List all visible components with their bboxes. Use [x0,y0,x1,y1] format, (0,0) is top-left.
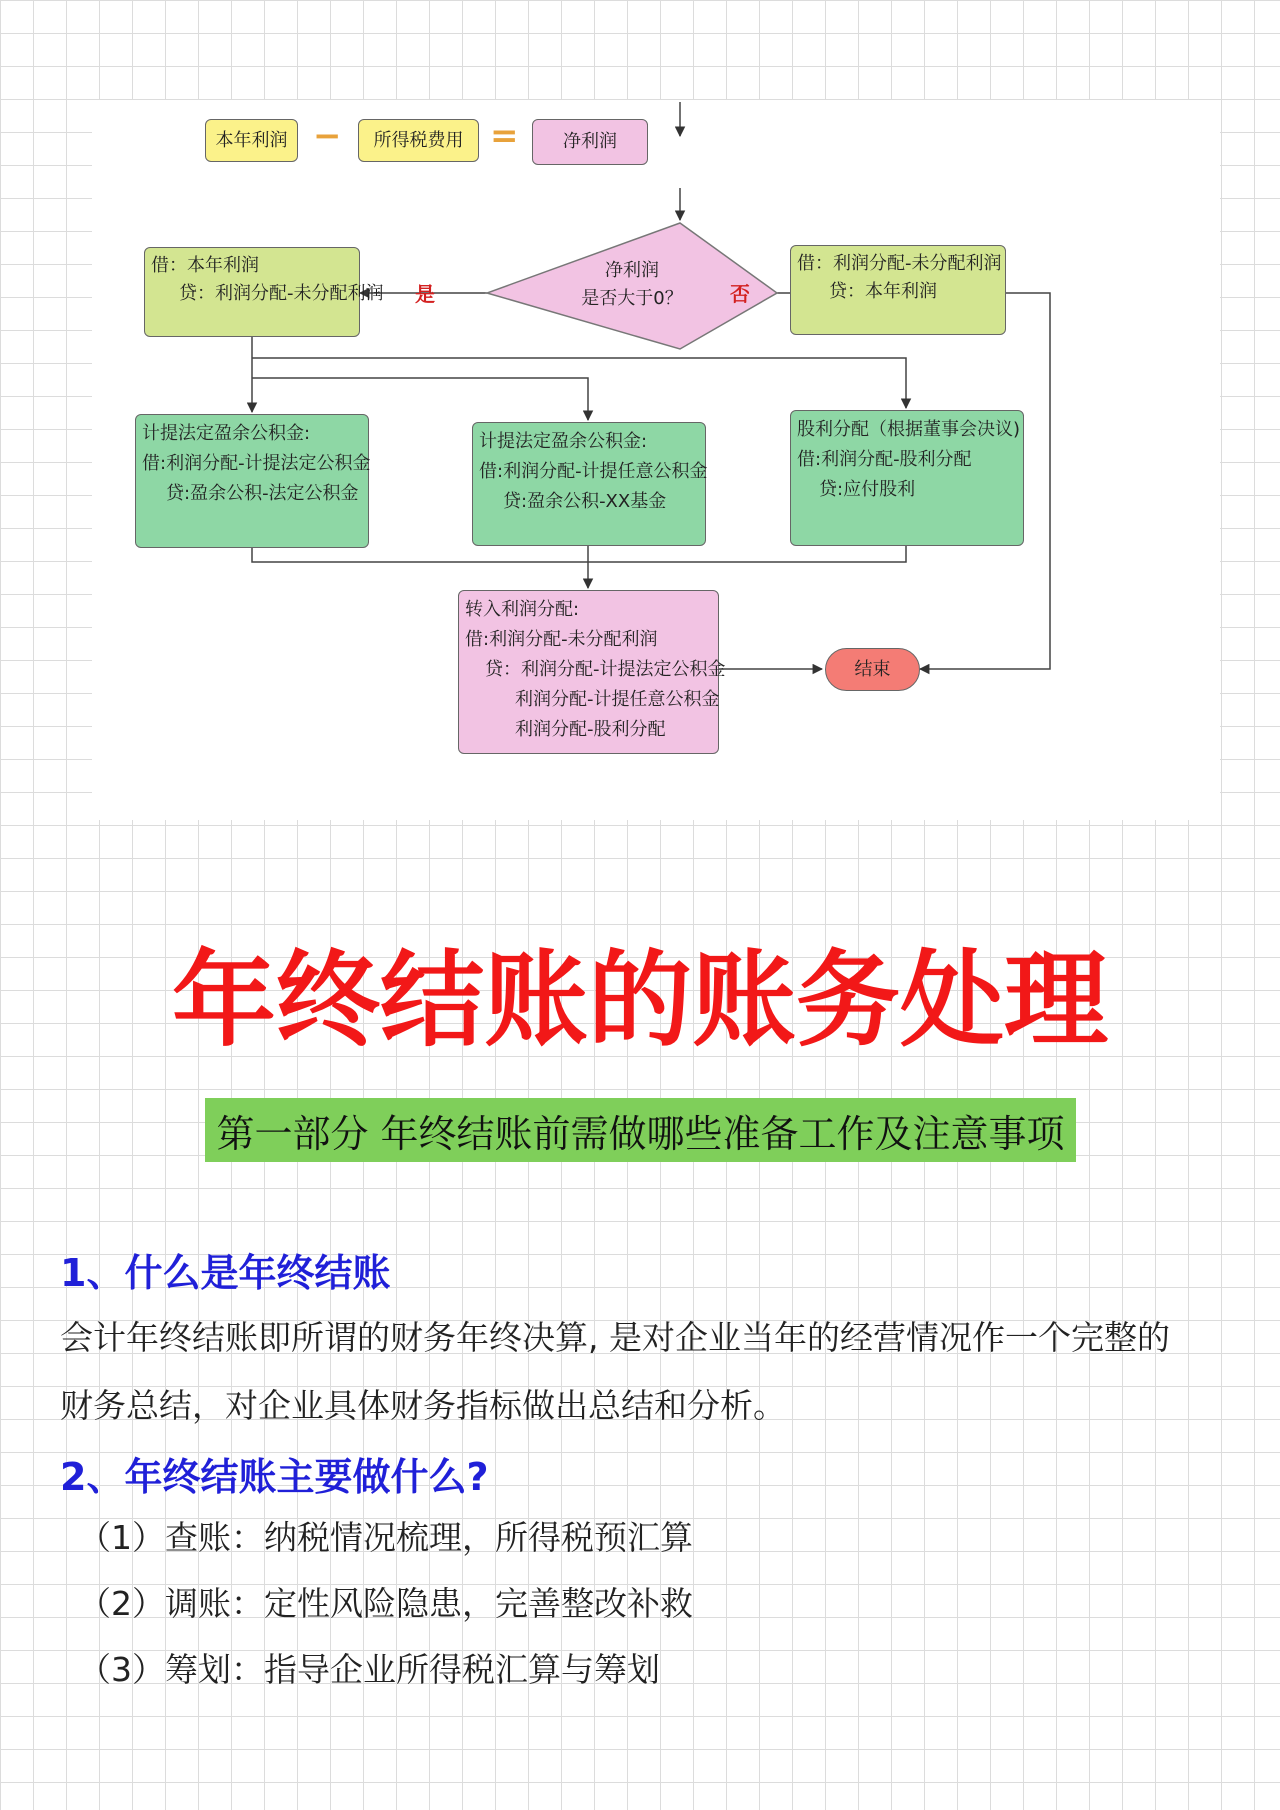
income-tax-node: 所得税费用 [358,119,479,162]
part-title-banner: 第一部分 年终结账前需做哪些准备工作及注意事项 [205,1098,1076,1162]
statutory-line-3: 贷:盈余公积-法定公积金 [166,483,359,504]
section2-heading: 2、年终结账主要做什么? [60,1455,489,1499]
main-title: 年终结账的账务处理 [171,939,1108,1061]
yes-label: 是 [415,282,435,306]
transfer-line-5: 利润分配-股利分配 [515,719,666,740]
minus-operator: − [313,116,342,156]
section1-heading: 1、什么是年终结账 [60,1251,391,1295]
profit-entry-line-1: 借：本年利润 [151,255,259,276]
transfer-line-2: 借:利润分配-未分配利润 [465,629,658,650]
transfer-line-3: 贷：利润分配-计提法定公积金 [485,659,726,680]
loss-entry-line-1: 借：利润分配-未分配利润 [797,253,1002,274]
arrow-to-dividend [252,358,906,408]
section1-paragraph-line-1: 会计年终结账即所谓的财务年终决算, 是对企业当年的经营情况作一个完整的 [60,1318,1170,1357]
decision-line-1: 净利润 [605,260,659,281]
discretionary-line-3: 贷:盈余公积-XX基金 [503,491,667,512]
discretionary-line-2: 借:利润分配-计提任意公积金 [479,461,708,482]
loss-entry-node [790,245,1006,335]
dividend-node [790,410,1024,546]
end-node: 结束 [825,648,920,691]
transfer-line-4: 利润分配-计提任意公积金 [515,689,720,710]
dividend-line-1: 股利分配（根据董事会决议) [797,419,1021,440]
dividend-line-2: 借:利润分配-股利分配 [797,449,972,470]
net-profit-node: 净利润 [532,119,648,165]
statutory-line-1: 计提法定盈余公积金: [142,423,311,444]
no-label: 否 [730,282,750,306]
discretionary-reserve-node [472,422,706,546]
loss-entry-line-2: 贷：本年利润 [829,281,937,302]
statutory-reserve-node [135,414,369,548]
transfer-node [458,590,726,754]
decision-text [532,240,732,330]
flowchart-panel [92,100,1220,820]
transfer-line-1: 转入利润分配: [465,599,580,620]
profit-entry-line-2: 贷：利润分配-未分配利润 [179,283,384,304]
statutory-line-2: 借:利润分配-计提法定公积金 [142,453,371,474]
section2-item-3: （3）筹划：指导企业所得税汇算与筹划 [78,1650,660,1689]
section2-item-2: （2）调账：定性风险隐患，完善整改补救 [78,1584,693,1623]
decision-line-2: 是否大于0？ [581,288,683,309]
annual-profit-node: 本年利润 [205,119,298,162]
dividend-line-3: 贷:应付股利 [819,479,916,500]
profit-entry-node [144,247,384,337]
section1-paragraph-line-2: 财务总结，对企业具体财务指标做出总结和分析。 [60,1386,786,1425]
discretionary-line-1: 计提法定盈余公积金: [479,431,648,452]
section2-item-1: （1）查账：纳税情况梳理，所得税预汇算 [78,1518,693,1557]
equals-operator: = [490,116,519,156]
